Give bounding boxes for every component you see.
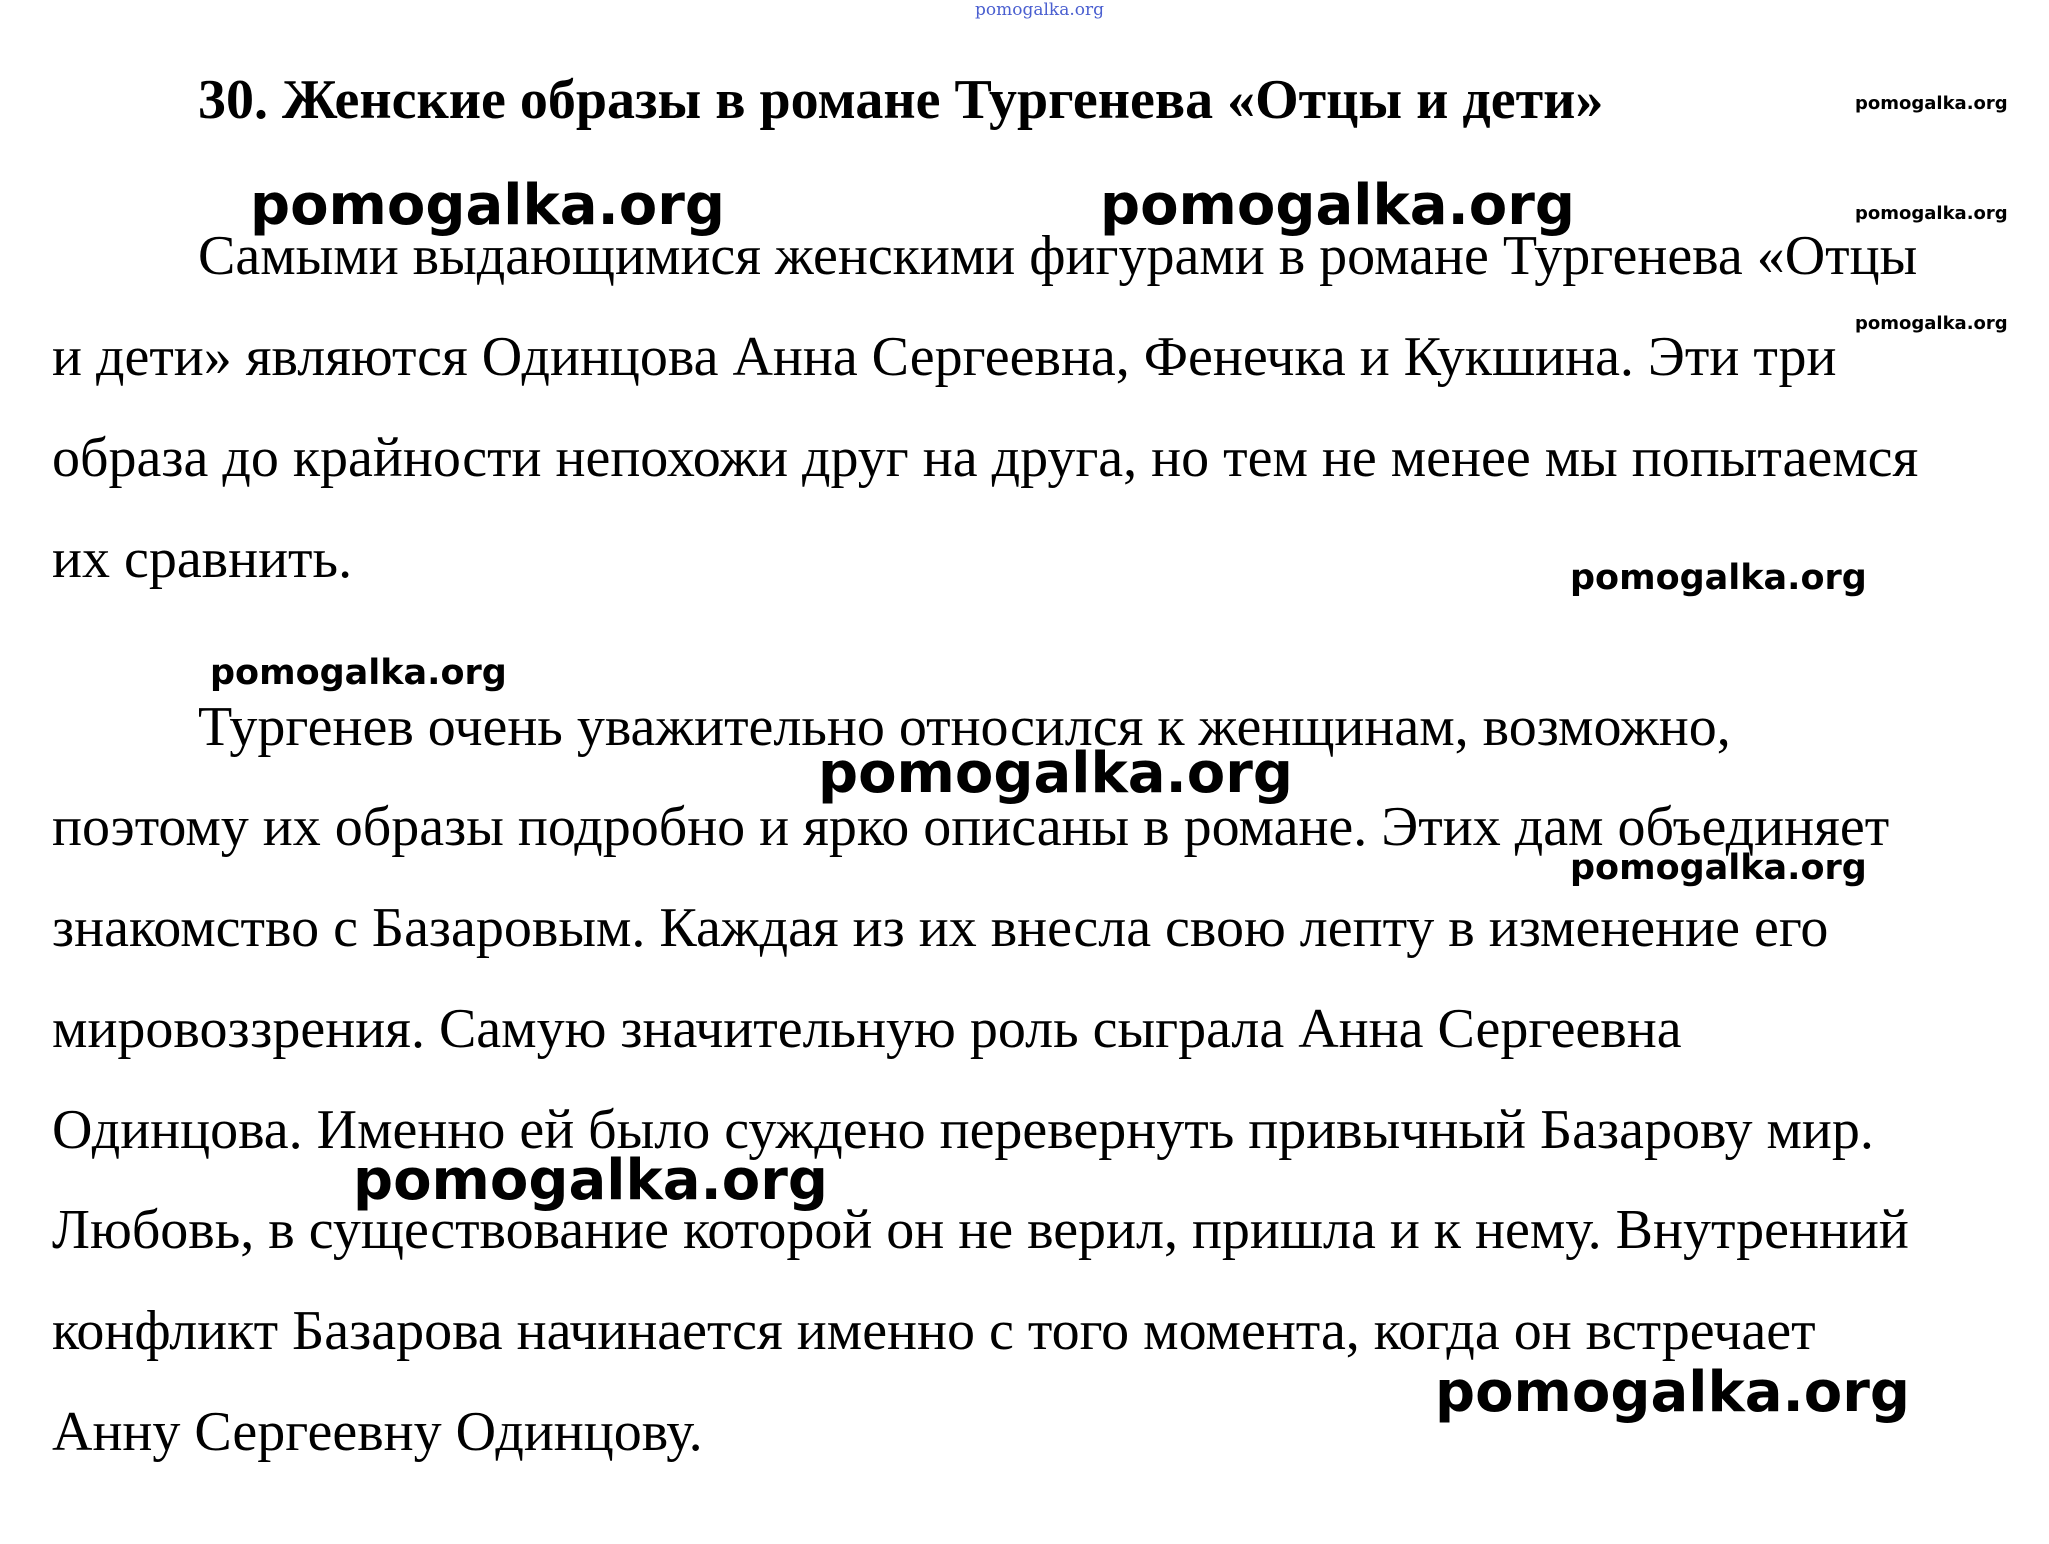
paragraph-2-line-5: Одинцова. Именно ей было суждено перевернуть привычный Базарову мир. [52,1099,1874,1161]
paragraph-1-line-3: образа до крайности непохожи друг на друга, но тем не менее мы попытаемся [52,427,1919,489]
watermark: pomogalka.org [818,741,1293,806]
paragraph-2-line-3: знакомство с Базаровым. Каждая из их внесла свою лепту в изменение его [52,897,1829,959]
watermark: pomogalka.org [1855,313,2008,334]
paragraph-2-line-1: Тургенев очень уважительно относился к женщинам, возможно, [198,696,1731,758]
paragraph-2-line-2: поэтому их образы подробно и ярко описаны в романе. Этих дам объединяет [52,796,1890,858]
watermark: pomogalka.org [353,1148,828,1213]
paragraph-2-line-7: конфликт Базарова начинается именно с того момента, когда он встречает [52,1300,1816,1362]
paragraph-1-line-2: и дети» являются Одинцова Анна Сергеевна, Фенечка и Кукшина. Эти три [52,326,1837,388]
watermark: pomogalka.org [1100,173,1575,238]
paragraph-2-line-6: Любовь, в существование которой он не верил, пришла и к нему. Внутренний [52,1199,1909,1261]
watermark: pomogalka.org [1855,203,2008,224]
top-site-mark: pomogalka.org [975,0,1105,20]
document-title: 30. Женские образы в романе Тургенева «Отцы и дети» [198,69,1604,131]
paragraph-2-line-8: Анну Сергеевну Одинцову. [52,1401,703,1463]
paragraph-1-line-1: Самыми выдающимися женскими фигурами в романе Тургенева «Отцы [198,225,1918,287]
paragraph-2-line-4: мировоззрения. Самую значительную роль сыграла Анна Сергеевна [52,998,1682,1060]
watermark: pomogalka.org [1570,558,1867,598]
watermark: pomogalka.org [210,653,507,693]
watermark: pomogalka.org [1570,848,1867,888]
watermark: pomogalka.org [250,173,725,238]
watermark: pomogalka.org [1435,1360,1910,1425]
paragraph-1-line-4: их сравнить. [52,528,353,590]
watermark: pomogalka.org [1855,93,2008,114]
